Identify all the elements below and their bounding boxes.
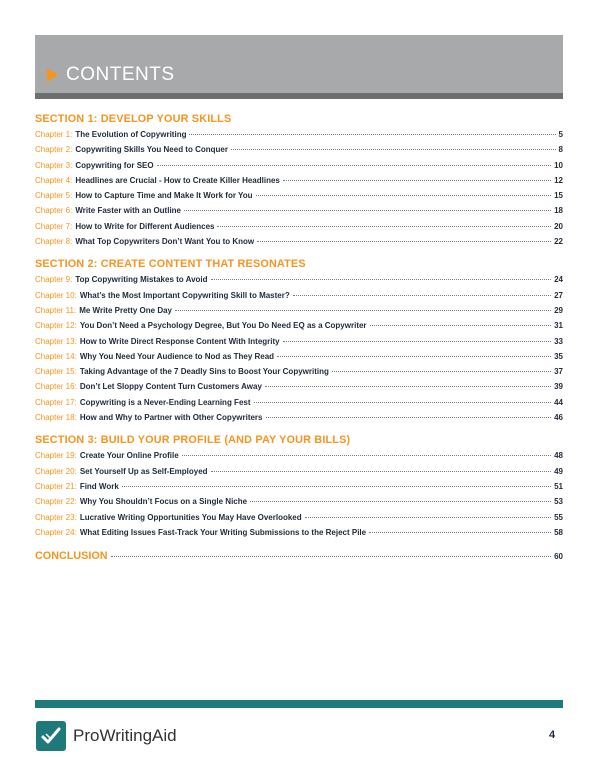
chapter-title: Headlines are Crucial - How to Create Killer Headlines xyxy=(75,175,280,185)
chapter-title: Write Faster with an Outline xyxy=(75,206,182,216)
chapter-number: Chapter 17: xyxy=(35,397,77,407)
page-title-text: CONTENTS xyxy=(66,64,175,85)
page-number: 53 xyxy=(554,497,563,507)
page-number: 39 xyxy=(554,382,563,392)
page-number: 15 xyxy=(554,191,563,201)
footer-page-number: 4 xyxy=(549,729,556,741)
chapter-number: Chapter 23: xyxy=(35,512,77,522)
chapter-title: Me Write Pretty One Day xyxy=(79,305,172,315)
footer-divider xyxy=(35,700,563,708)
chapter-number: Chapter 24: xyxy=(35,527,77,537)
toc-entry[interactable] xyxy=(35,349,563,364)
toc-entry[interactable] xyxy=(35,364,563,379)
dot-leader xyxy=(111,556,552,557)
dot-leader xyxy=(184,210,551,211)
toc-entry[interactable] xyxy=(35,303,563,318)
toc-entry[interactable] xyxy=(35,395,563,410)
chapter-number: Chapter 11: xyxy=(35,305,77,315)
dot-leader xyxy=(283,180,551,181)
page-number: 24 xyxy=(554,275,563,285)
page-number: 44 xyxy=(554,397,563,407)
section-title: SECTION 3: BUILD YOUR PROFILE (AND PAY YOUR BILLS) xyxy=(35,434,351,447)
toc-entry[interactable] xyxy=(35,288,563,303)
toc-entry[interactable] xyxy=(35,448,563,463)
dot-leader xyxy=(305,517,551,518)
chapter-number: Chapter 13: xyxy=(35,336,77,346)
page-number: 20 xyxy=(554,221,563,231)
chapter-number: Chapter 7: xyxy=(35,221,73,231)
chapter-number: Chapter 9: xyxy=(35,275,73,285)
table-of-contents xyxy=(35,112,563,564)
toc-entry[interactable] xyxy=(35,203,563,218)
dot-leader xyxy=(211,471,552,472)
chapter-title: What Top Copywriters Don’t Want You to Know xyxy=(75,237,255,247)
triangle-bullet-icon xyxy=(47,68,58,82)
page-number: 18 xyxy=(554,206,563,216)
toc-entry[interactable] xyxy=(35,525,563,540)
dot-leader xyxy=(370,325,552,326)
dot-leader xyxy=(293,295,551,296)
toc-entry[interactable] xyxy=(35,173,563,188)
chapter-number: Chapter 21: xyxy=(35,481,77,491)
toc-entry[interactable] xyxy=(35,410,563,425)
toc-entry[interactable] xyxy=(35,158,563,173)
page-number: 55 xyxy=(554,512,563,522)
dot-leader xyxy=(277,356,551,357)
dot-leader xyxy=(175,310,551,311)
section-title: SECTION 2: CREATE CONTENT THAT RESONATES xyxy=(35,258,306,271)
chapter-title: Taking Advantage of the 7 Deadly Sins to Boost Your Copywriting xyxy=(79,367,329,377)
chapter-number: Chapter 8: xyxy=(35,237,73,247)
chapter-title: How to Write for Different Audiences xyxy=(75,221,215,231)
chapter-number: Chapter 4: xyxy=(35,175,73,185)
page-number: 8 xyxy=(558,145,563,155)
chapter-title: You Don’t Need a Psychology Degree, But You Do Need EQ as a Copywriter xyxy=(79,321,367,331)
chapter-number: Chapter 20: xyxy=(35,466,77,476)
chapter-number: Chapter 14: xyxy=(35,351,77,361)
toc-entry[interactable] xyxy=(35,334,563,349)
chapter-title: What Editing Issues Fast-Track Your Writing Submissions to the Reject Pile xyxy=(79,527,367,537)
toc-entry[interactable] xyxy=(35,188,563,203)
page-number: 27 xyxy=(554,290,563,300)
contents-header xyxy=(35,35,563,99)
chapter-number: Chapter 22: xyxy=(35,497,77,507)
header-underline xyxy=(35,93,563,99)
chapter-number: Chapter 5: xyxy=(35,191,73,201)
page-number: 37 xyxy=(554,367,563,377)
page-number: 10 xyxy=(554,160,563,170)
chapter-title: Create Your Online Profile xyxy=(79,451,179,461)
toc-entry[interactable] xyxy=(35,272,563,287)
chapter-number: Chapter 10: xyxy=(35,290,77,300)
chapter-number: Chapter 19: xyxy=(35,451,77,461)
dot-leader xyxy=(256,195,552,196)
conclusion-label: CONCLUSION xyxy=(35,550,108,563)
chapter-title: Find Work xyxy=(79,481,119,491)
page-number: 58 xyxy=(554,527,563,537)
dot-leader xyxy=(265,386,551,387)
dot-leader xyxy=(157,165,552,166)
page-number: 48 xyxy=(554,451,563,461)
chapter-title: Set Yourself Up as Self-Employed xyxy=(79,466,208,476)
chapter-title: Don’t Let Sloppy Content Turn Customers Away xyxy=(79,382,262,392)
toc-entry[interactable] xyxy=(35,234,563,249)
chapter-title: Lucrative Writing Opportunities You May Have Overlooked xyxy=(79,512,302,522)
chapter-title: How to Write Direct Response Content With Integrity xyxy=(79,336,280,346)
chapter-title: The Evolution of Copywriting xyxy=(75,130,187,139)
section-title: SECTION 1: DEVELOP YOUR SKILLS xyxy=(35,113,232,125)
page-number: 35 xyxy=(554,351,563,361)
dot-leader xyxy=(266,417,552,418)
chapter-title: Copywriting Skills You Need to Conquer xyxy=(75,145,228,155)
chapter-number: Chapter 2: xyxy=(35,145,73,155)
page-number: 31 xyxy=(554,321,563,331)
chapter-number: Chapter 15: xyxy=(35,367,77,377)
page-title xyxy=(47,62,175,88)
page-number: 49 xyxy=(554,466,563,476)
toc-entry[interactable] xyxy=(35,219,563,234)
dot-leader xyxy=(122,486,551,487)
toc-entry-conclusion[interactable] xyxy=(35,548,563,564)
section-3 xyxy=(35,433,563,540)
page-number: 46 xyxy=(554,413,563,423)
toc-entry[interactable] xyxy=(35,379,563,394)
chapter-title: Copywriting is a Never-Ending Learning Fest xyxy=(79,397,251,407)
dot-leader xyxy=(332,371,551,372)
page-number: 29 xyxy=(554,305,563,315)
chapter-title: Top Copywriting Mistakes to Avoid xyxy=(75,275,208,285)
chapter-title: Why You Shouldn’t Focus on a Single Niche xyxy=(79,497,248,507)
dot-leader xyxy=(182,455,551,456)
chapter-title: How to Capture Time and Make It Work for You xyxy=(75,191,253,201)
dot-leader xyxy=(257,241,551,242)
toc-entry[interactable] xyxy=(35,464,563,479)
check-feather-icon xyxy=(36,721,66,751)
chapter-title: How and Why to Partner with Other Copywriters xyxy=(79,413,263,423)
toc-entry[interactable] xyxy=(35,510,563,525)
page-number: 60 xyxy=(554,552,563,562)
page-number: 22 xyxy=(554,237,563,247)
brand-name: ProWritingAid xyxy=(73,726,177,745)
dot-leader xyxy=(217,226,551,227)
chapter-title: Copywriting for SEO xyxy=(75,160,154,170)
chapter-title: What’s the Most Important Copywriting Skill to Master? xyxy=(79,290,290,300)
dot-leader xyxy=(369,532,551,533)
toc-entry[interactable] xyxy=(35,479,563,494)
page-number: 33 xyxy=(554,336,563,346)
dot-leader xyxy=(250,501,551,502)
toc-entry[interactable] xyxy=(35,142,563,157)
chapter-number: Chapter 18: xyxy=(35,413,77,423)
page-number: 51 xyxy=(554,481,563,491)
brand-logo xyxy=(36,720,177,752)
chapter-number: Chapter 6: xyxy=(35,206,73,216)
chapter-number: Chapter 3: xyxy=(35,160,73,170)
page-number: 5 xyxy=(558,130,563,139)
section-2 xyxy=(35,257,563,425)
dot-leader xyxy=(283,341,551,342)
dot-leader xyxy=(254,402,552,403)
chapter-title: Why You Need Your Audience to Nod as They Read xyxy=(79,351,275,361)
toc-entry[interactable] xyxy=(35,127,563,142)
chapter-number: Chapter 1: xyxy=(35,130,73,139)
toc-entry[interactable] xyxy=(35,494,563,509)
chapter-number: Chapter 12: xyxy=(35,321,77,331)
dot-leader xyxy=(211,279,552,280)
dot-leader xyxy=(189,134,555,135)
dot-leader xyxy=(231,149,556,150)
toc-entry[interactable] xyxy=(35,318,563,333)
page-number: 12 xyxy=(554,175,563,185)
section-1 xyxy=(35,112,563,249)
chapter-number: Chapter 16: xyxy=(35,382,77,392)
